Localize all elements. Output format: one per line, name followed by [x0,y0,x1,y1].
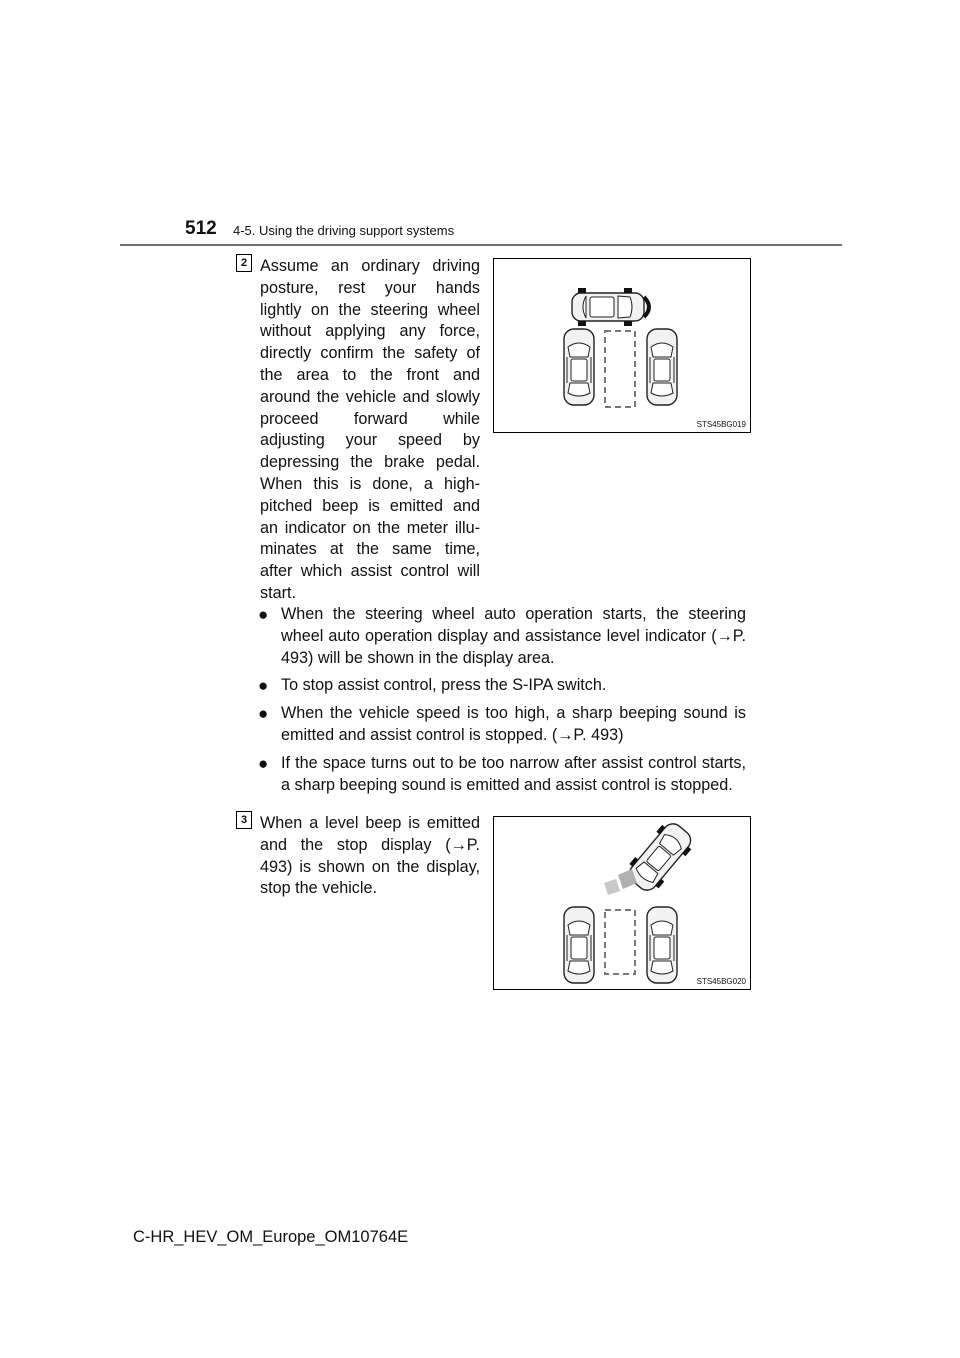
figure-code: STS45BG020 [696,977,746,986]
bullet-text: If the space turns out to be too narrow after assist control starts, a sharp beeping sound is emitted and assist control is stopped. [281,753,746,794]
bullet-icon: ● [258,753,269,773]
bullet-item [258,703,746,747]
bullet-item [258,675,746,697]
step-3-text: When a level beep is emitted and the stop display (→P. 493) is shown on the display, stop the vehicle. [260,814,480,898]
parking-figure-step-2 [493,258,751,433]
bullet-item [258,753,746,797]
bullet-text: When the vehicle speed is too high, a sharp beeping sound is emitted and assist control is stopped. (→P. 493) [281,704,746,744]
parking-illustration [494,817,750,989]
page-number: 512 [185,218,217,239]
step-2-badge: 2 [236,254,252,272]
bullet-icon: ● [258,704,269,724]
figure-code: STS45BG019 [696,420,746,429]
section-title: 4-5. Using the driving support systems [233,223,455,238]
footer-document-code: C-HR_HEV_OM_Europe_OM10764E [133,1228,409,1246]
step-2-text: Assume an ordinary driving posture, rest your hands lightly on the steering wheel without applying any force, directly confirm the safety of the area to the front and around the vehicle and slowly proceed forward while adjusting your speed by depressing the brake pedal. When this is done, a high-pitched beep is emitted and an indicator on the meter illu-minates at the same time, after which assist control will start. [260,257,480,602]
bullet-icon: ● [258,605,269,624]
parking-illustration [494,259,750,432]
bullet-item [258,604,746,669]
bullet-text: When the steering wheel auto operation starts, the steering wheel auto operation display and assistance level indicator (→P. 493) will be shown in the display area. [281,605,746,667]
header-divider [120,244,842,246]
step-3-badge: 3 [236,811,252,829]
bullet-icon: ● [258,676,269,696]
step-2-bullet-list [258,604,746,802]
bullet-text: To stop assist control, press the S-IPA switch. [281,676,607,695]
parking-figure-step-3 [493,816,751,990]
